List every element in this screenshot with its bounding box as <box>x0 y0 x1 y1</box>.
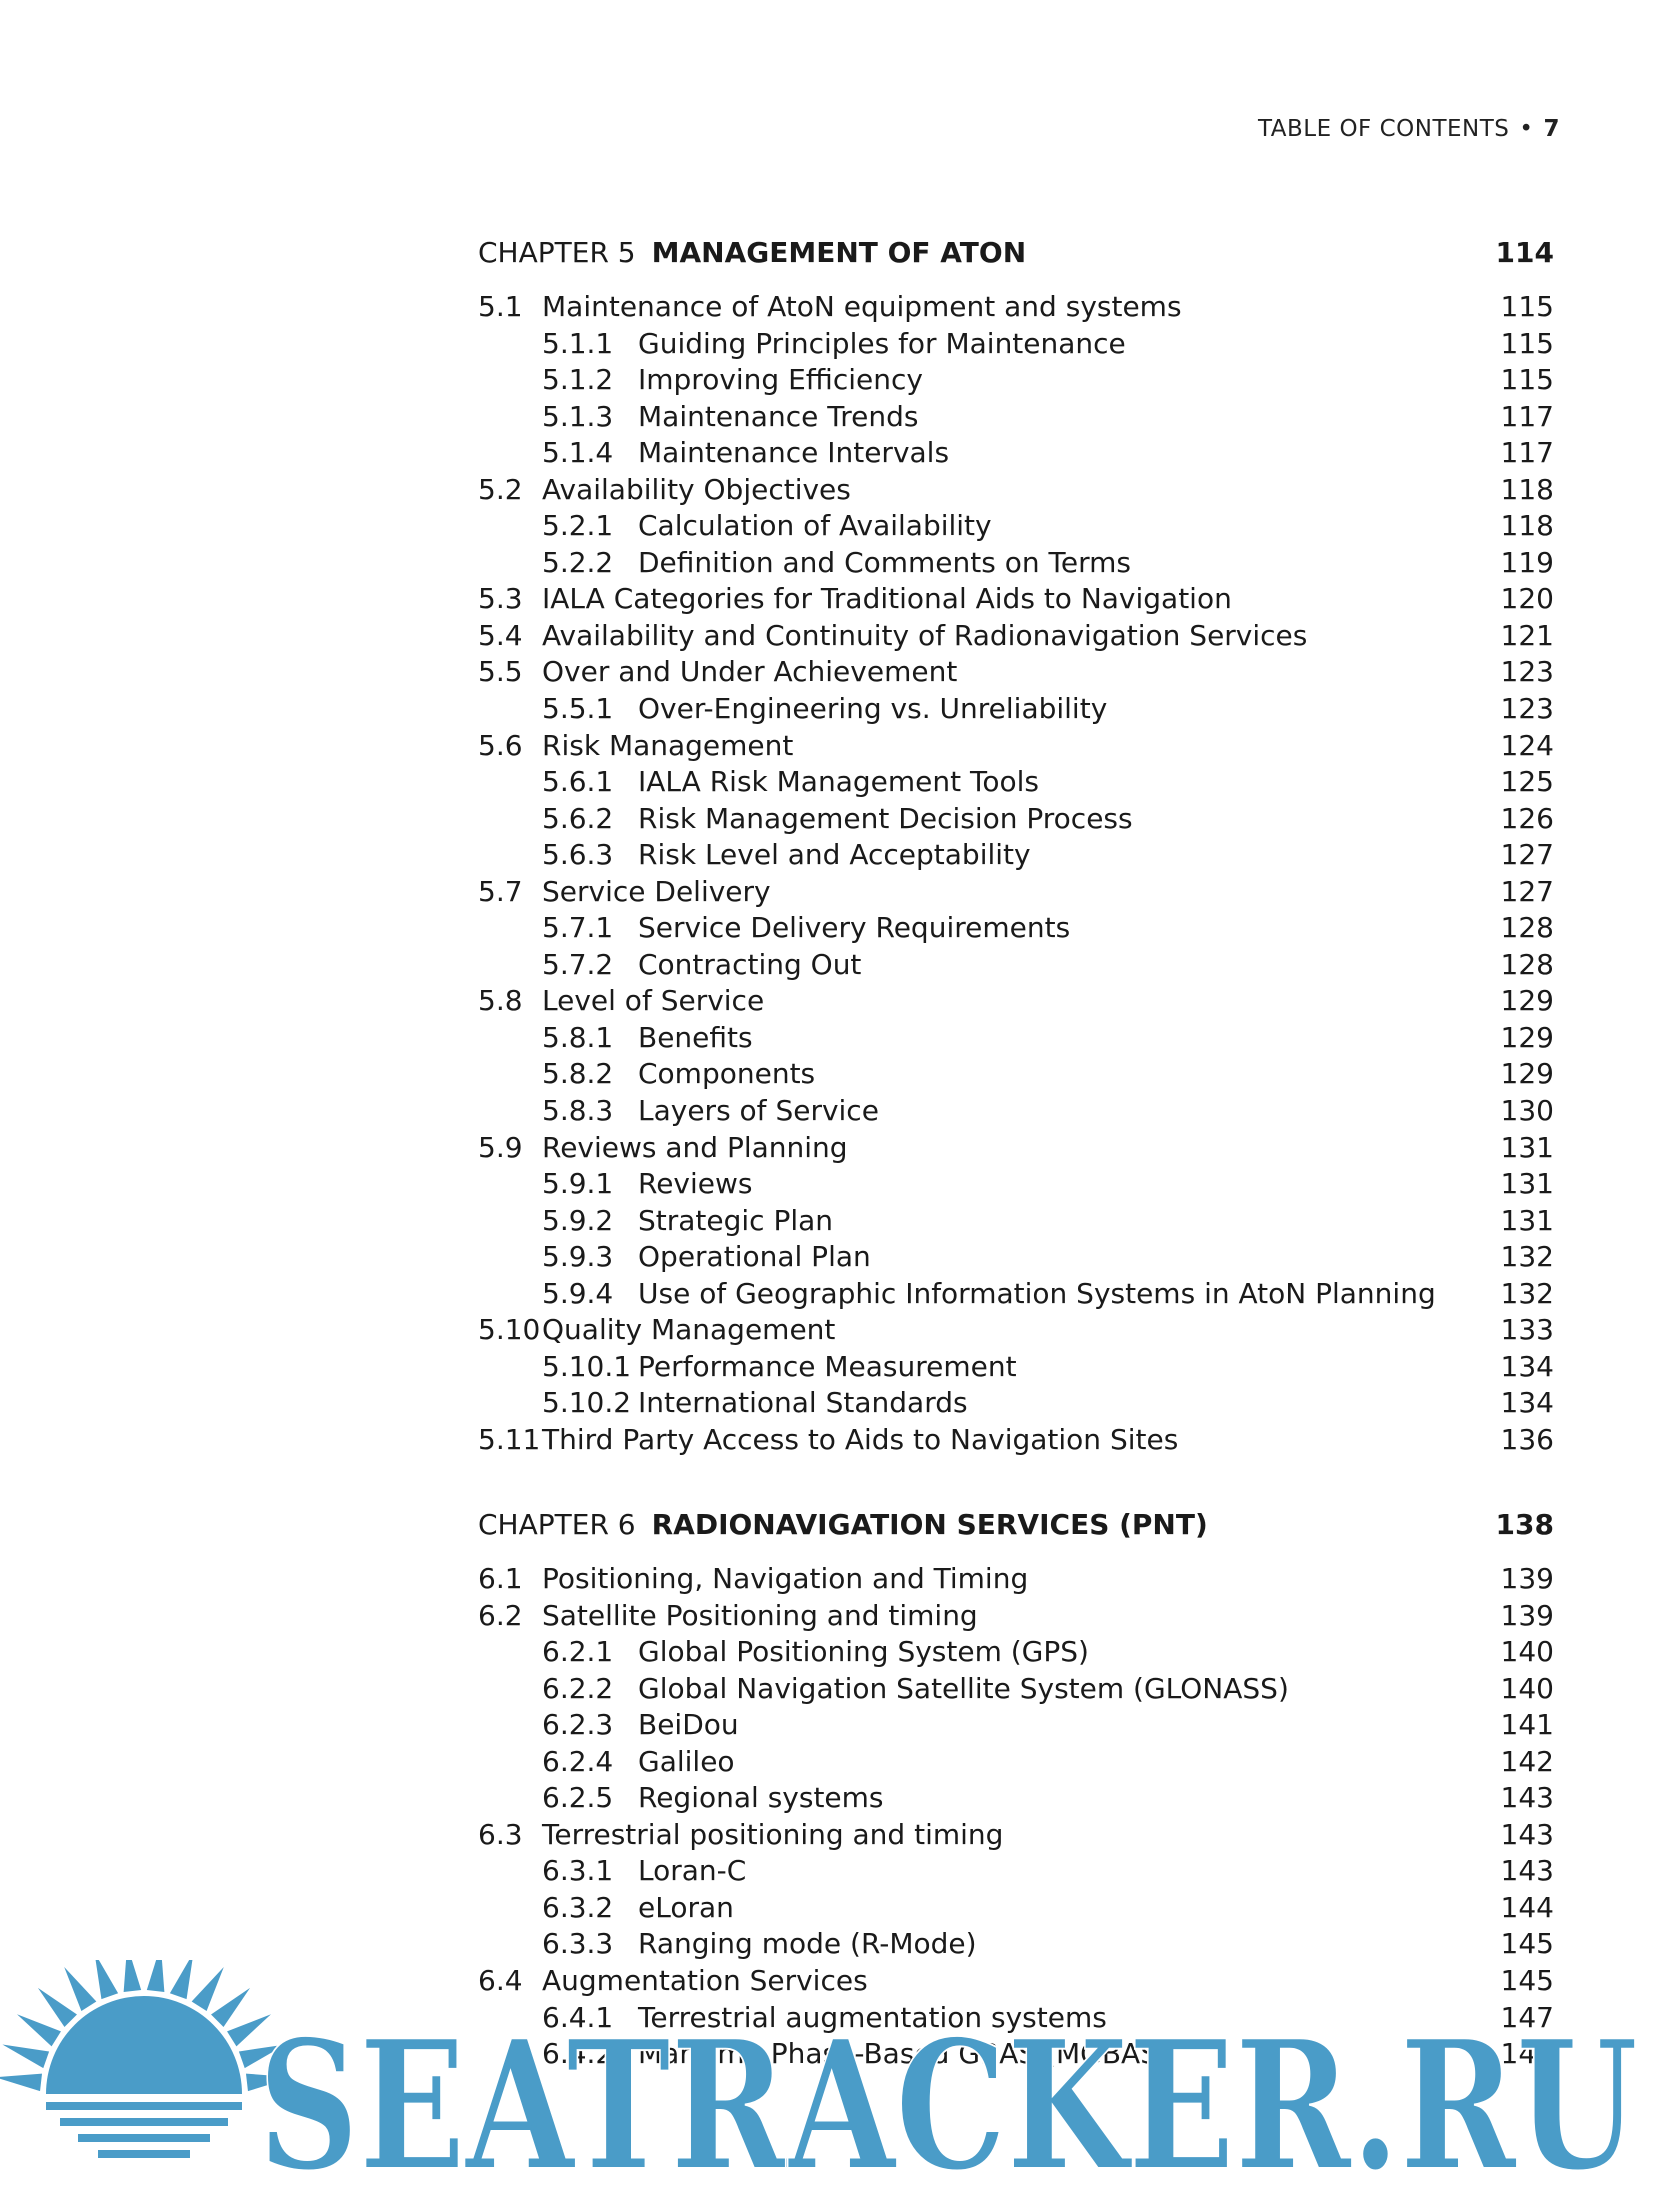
running-head-bullet: • <box>1519 116 1534 142</box>
entry-title: Layers of Service <box>638 1094 879 1128</box>
entry-page-number: 143 <box>1500 1817 1554 1851</box>
entry-number: 5.9 <box>478 1130 523 1164</box>
entry-number: 5.6.3 <box>542 838 614 872</box>
entry-title: Galileo <box>638 1744 735 1778</box>
entry-title: Reviews and Planning <box>542 1130 848 1164</box>
entry-page-number: 145 <box>1500 1927 1554 1961</box>
entry-page-number: 139 <box>1500 1598 1554 1632</box>
running-head <box>1258 116 1560 142</box>
entry-number: 5.6.2 <box>542 801 614 835</box>
entry-page-number: 119 <box>1500 545 1554 579</box>
toc-subsection-entry <box>478 1854 1554 1891</box>
entry-page-number: 148 <box>1500 2037 1554 2071</box>
entry-page-number: 117 <box>1500 399 1554 433</box>
toc-subsection-entry <box>478 1891 1554 1928</box>
entry-page-number: 115 <box>1500 363 1554 397</box>
entry-page-number: 115 <box>1500 290 1554 323</box>
entry-number: 5.1.4 <box>542 436 614 470</box>
toc-subsection-entry <box>478 1094 1554 1131</box>
toc-subsection-entry <box>478 802 1554 839</box>
chapter-page-number: 114 <box>1495 236 1554 269</box>
toc-subsection-entry <box>478 1350 1554 1387</box>
entry-page-number: 128 <box>1500 911 1554 945</box>
entry-page-number: 127 <box>1500 874 1554 908</box>
entry-number: 5.7 <box>478 874 523 908</box>
toc-section-entry <box>478 1313 1554 1350</box>
sun-ray <box>94 1960 118 1999</box>
entry-number: 5.8.1 <box>542 1020 614 1054</box>
entry-title: Service Delivery <box>542 874 771 908</box>
entry-title: Quality Management <box>542 1313 836 1347</box>
toc-subsection-entry <box>478 1240 1554 1277</box>
entry-number: 5.10.1 <box>542 1349 632 1383</box>
entry-page-number: 129 <box>1500 1020 1554 1054</box>
entry-number: 6.3.1 <box>542 1854 614 1888</box>
entry-page-number: 134 <box>1500 1349 1554 1383</box>
sun-ray <box>38 1988 77 2027</box>
toc-section-entry <box>478 655 1554 692</box>
chapter-title: RADIONAVIGATION SERVICES (PNT) <box>651 1508 1208 1541</box>
entry-title: Performance Measurement <box>638 1349 1017 1383</box>
toc-section-entry <box>478 1131 1554 1168</box>
entry-page-number: 117 <box>1500 436 1554 470</box>
entry-title: Over-Engineering vs. Unreliability <box>638 692 1108 726</box>
entry-number: 6.2.3 <box>542 1708 614 1742</box>
toc-section-entry <box>478 1599 1554 1636</box>
toc-section-entry <box>478 473 1554 510</box>
sun-ray <box>147 1960 165 1992</box>
running-head-section: TABLE OF CONTENTS <box>1258 116 1510 142</box>
entry-title: Third Party Access to Aids to Navigation Sites <box>542 1422 1179 1456</box>
entry-number: 5.10.2 <box>542 1386 632 1420</box>
entry-page-number: 136 <box>1500 1422 1554 1456</box>
sun-ray <box>170 1960 194 1999</box>
entry-title: Risk Level and Acceptability <box>638 838 1031 872</box>
chapter-label: CHAPTER 6 <box>478 1508 636 1541</box>
chapter-label: CHAPTER 5 <box>478 236 636 269</box>
entry-title: Augmentation Services <box>542 1964 868 1998</box>
running-head-page-number: 7 <box>1543 116 1560 142</box>
entry-number: 5.1.1 <box>542 326 614 360</box>
entry-page-number: 121 <box>1500 618 1554 652</box>
entry-page-number: 134 <box>1500 1386 1554 1420</box>
entry-title: Maintenance of AtoN equipment and systems <box>542 290 1182 323</box>
entry-number: 5.9.3 <box>542 1240 614 1274</box>
entry-number: 5.2 <box>478 472 523 506</box>
entry-title: Availability and Continuity of Radionavigation Services <box>542 618 1308 652</box>
entry-page-number: 118 <box>1500 509 1554 543</box>
toc-subsection-entry <box>478 1672 1554 1709</box>
entry-title: Maintenance Intervals <box>638 436 950 470</box>
toc-subsection-entry <box>478 1277 1554 1314</box>
entry-number: 5.5 <box>478 655 523 689</box>
entry-number: 5.7.1 <box>542 911 614 945</box>
entry-title: Use of Geographic Information Systems in AtoN Planning <box>638 1276 1436 1310</box>
entry-title: Global Navigation Satellite System (GLONASS) <box>638 1671 1289 1705</box>
toc-subsection-entry <box>478 436 1554 473</box>
entry-number: 5.6.1 <box>542 765 614 799</box>
entry-number: 5.9.2 <box>542 1203 614 1237</box>
toc-subsection-entry <box>478 1635 1554 1672</box>
toc-subsection-entry <box>478 1204 1554 1241</box>
entry-title: International Standards <box>638 1386 968 1420</box>
watermark-text: SEATRACKER.RU <box>258 2001 1638 2205</box>
entry-page-number: 131 <box>1500 1167 1554 1201</box>
sun-ray <box>211 1988 250 2027</box>
entry-page-number: 140 <box>1500 1635 1554 1669</box>
entry-title: BeiDou <box>638 1708 739 1742</box>
toc-chapter-5 <box>478 236 1554 1460</box>
chapter-page-number: 138 <box>1495 1508 1554 1541</box>
entry-page-number: 124 <box>1500 728 1554 762</box>
entry-number: 5.8 <box>478 984 523 1018</box>
entry-title: Maritime Phase-Based GBAS (MGBAS) <box>638 2037 1169 2071</box>
entry-page-number: 131 <box>1500 1130 1554 1164</box>
entry-page-number: 143 <box>1500 1781 1554 1815</box>
entry-number: 5.6 <box>478 728 523 762</box>
entry-page-number: 120 <box>1500 582 1554 616</box>
entry-number: 5.7.2 <box>542 947 614 981</box>
entry-title: Terrestrial augmentation systems <box>638 2000 1107 2034</box>
entry-title: Definition and Comments on Terms <box>638 545 1131 579</box>
entry-title: Ranging mode (R-Mode) <box>638 1927 977 1961</box>
entry-number: 5.8.3 <box>542 1094 614 1128</box>
toc-subsection-entry <box>478 327 1554 364</box>
toc-subsection-entry <box>478 1781 1554 1818</box>
entry-page-number: 126 <box>1500 801 1554 835</box>
entry-title: Satellite Positioning and timing <box>542 1598 978 1632</box>
entry-number: 5.2.2 <box>542 545 614 579</box>
toc-section-entry <box>478 729 1554 766</box>
toc-subsection-entry <box>478 1708 1554 1745</box>
entry-number: 5.1.2 <box>542 363 614 397</box>
entry-title: IALA Risk Management Tools <box>638 765 1039 799</box>
entry-page-number: 123 <box>1500 655 1554 689</box>
entry-title: Improving Efficiency <box>638 363 923 397</box>
entry-page-number: 129 <box>1500 1057 1554 1091</box>
chapter-title: MANAGEMENT OF ATON <box>651 236 1027 269</box>
entry-page-number: 139 <box>1500 1562 1554 1595</box>
entry-page-number: 143 <box>1500 1854 1554 1888</box>
entry-number: 5.2.1 <box>542 509 614 543</box>
toc-subsection-entry <box>478 1057 1554 1094</box>
entry-page-number: 118 <box>1500 472 1554 506</box>
entry-number: 6.4.1 <box>542 2000 614 2034</box>
entry-page-number: 145 <box>1500 1964 1554 1998</box>
toc-section-entry <box>478 582 1554 619</box>
entry-number: 6.3.3 <box>542 1927 614 1961</box>
entry-title: Components <box>638 1057 816 1091</box>
toc-entry-list <box>478 290 1554 1460</box>
toc-subsection-entry <box>478 509 1554 546</box>
entry-page-number: 125 <box>1500 765 1554 799</box>
entry-number: 5.8.2 <box>542 1057 614 1091</box>
entry-number: 5.1.3 <box>542 399 614 433</box>
toc-subsection-entry <box>478 838 1554 875</box>
entry-page-number: 142 <box>1500 1744 1554 1778</box>
entry-title: Strategic Plan <box>638 1203 834 1237</box>
sun-top-half <box>46 1996 242 2094</box>
toc-section-entry <box>478 290 1554 327</box>
entry-page-number: 131 <box>1500 1203 1554 1237</box>
toc-subsection-entry <box>478 400 1554 437</box>
entry-title: Calculation of Availability <box>638 509 992 543</box>
sun-ray <box>124 1960 142 1992</box>
entry-number: 6.3.2 <box>542 1890 614 1924</box>
entry-number: 5.10 <box>478 1313 541 1347</box>
entry-page-number: 132 <box>1500 1240 1554 1274</box>
entry-page-number: 133 <box>1500 1313 1554 1347</box>
watermark <box>0 1960 1654 2205</box>
entry-title: Risk Management Decision Process <box>638 801 1133 835</box>
sun-ray <box>2 2044 49 2068</box>
entry-number: 6.2.5 <box>542 1781 614 1815</box>
toc-subsection-entry <box>478 1386 1554 1423</box>
entry-title: Loran-C <box>638 1854 747 1888</box>
toc-section-entry <box>478 1423 1554 1460</box>
entry-title: Terrestrial positioning and timing <box>542 1817 1004 1851</box>
toc-subsection-entry <box>478 546 1554 583</box>
entry-number: 5.9.4 <box>542 1276 614 1310</box>
sun-ray <box>192 1967 224 2011</box>
toc-subsection-entry <box>478 1927 1554 1964</box>
toc-subsection-entry <box>478 911 1554 948</box>
entry-page-number: 129 <box>1500 984 1554 1018</box>
entry-title: Over and Under Achievement <box>542 655 958 689</box>
entry-title: Maintenance Trends <box>638 399 919 433</box>
toc-subsection-entry <box>478 1021 1554 1058</box>
entry-number: 5.3 <box>478 582 523 616</box>
entry-page-number: 128 <box>1500 947 1554 981</box>
toc-section-entry <box>478 984 1554 1021</box>
sun-ray <box>17 2014 61 2046</box>
entry-number: 6.2.2 <box>542 1671 614 1705</box>
entry-title: eLoran <box>638 1890 734 1924</box>
entry-title: IALA Categories for Traditional Aids to Navigation <box>542 582 1232 616</box>
entry-number: 6.3 <box>478 1817 523 1851</box>
entry-title: Contracting Out <box>638 947 862 981</box>
entry-title: Benefits <box>638 1020 753 1054</box>
entry-page-number: 147 <box>1500 2000 1554 2034</box>
toc-subsection-entry <box>478 765 1554 802</box>
chapter-heading <box>478 1508 1554 1552</box>
entry-page-number: 132 <box>1500 1276 1554 1310</box>
entry-title: Risk Management <box>542 728 794 762</box>
toc-subsection-entry <box>478 1167 1554 1204</box>
entry-page-number: 115 <box>1500 326 1554 360</box>
sun-ray <box>0 2074 42 2092</box>
toc-subsection-entry <box>478 948 1554 985</box>
entry-number: 5.1 <box>478 290 523 323</box>
entry-page-number: 140 <box>1500 1671 1554 1705</box>
entry-page-number: 130 <box>1500 1094 1554 1128</box>
entry-title: Guiding Principles for Maintenance <box>638 326 1126 360</box>
toc-subsection-entry <box>478 363 1554 400</box>
entry-number: 5.5.1 <box>542 692 614 726</box>
entry-number: 6.4.2 <box>542 2037 614 2071</box>
toc-section-entry <box>478 1818 1554 1855</box>
toc-subsection-entry <box>478 1745 1554 1782</box>
sun-ray <box>64 1967 96 2011</box>
entry-page-number: 144 <box>1500 1890 1554 1924</box>
entry-number: 5.4 <box>478 618 523 652</box>
entry-title: Service Delivery Requirements <box>638 911 1071 945</box>
sunburst-logo-icon <box>0 1960 293 2158</box>
entry-number: 6.4 <box>478 1964 523 1998</box>
entry-title: Global Positioning System (GPS) <box>638 1635 1089 1669</box>
entry-number: 6.2 <box>478 1598 523 1632</box>
entry-number: 6.1 <box>478 1562 523 1595</box>
entry-title: Regional systems <box>638 1781 884 1815</box>
entry-page-number: 141 <box>1500 1708 1554 1742</box>
entry-page-number: 127 <box>1500 838 1554 872</box>
entry-number: 6.2.4 <box>542 1744 614 1778</box>
entry-title: Reviews <box>638 1167 753 1201</box>
toc-section-entry <box>478 619 1554 656</box>
entry-title: Operational Plan <box>638 1240 871 1274</box>
entry-page-number: 123 <box>1500 692 1554 726</box>
chapter-heading <box>478 236 1554 280</box>
toc-section-entry <box>478 875 1554 912</box>
entry-number: 5.11 <box>478 1422 541 1456</box>
entry-number: 6.2.1 <box>542 1635 614 1669</box>
entry-title: Availability Objectives <box>542 472 851 506</box>
entry-title: Positioning, Navigation and Timing <box>542 1562 1029 1595</box>
toc-section-entry <box>478 1562 1554 1599</box>
toc-subsection-entry <box>478 692 1554 729</box>
entry-title: Level of Service <box>542 984 765 1018</box>
entry-number: 5.9.1 <box>542 1167 614 1201</box>
